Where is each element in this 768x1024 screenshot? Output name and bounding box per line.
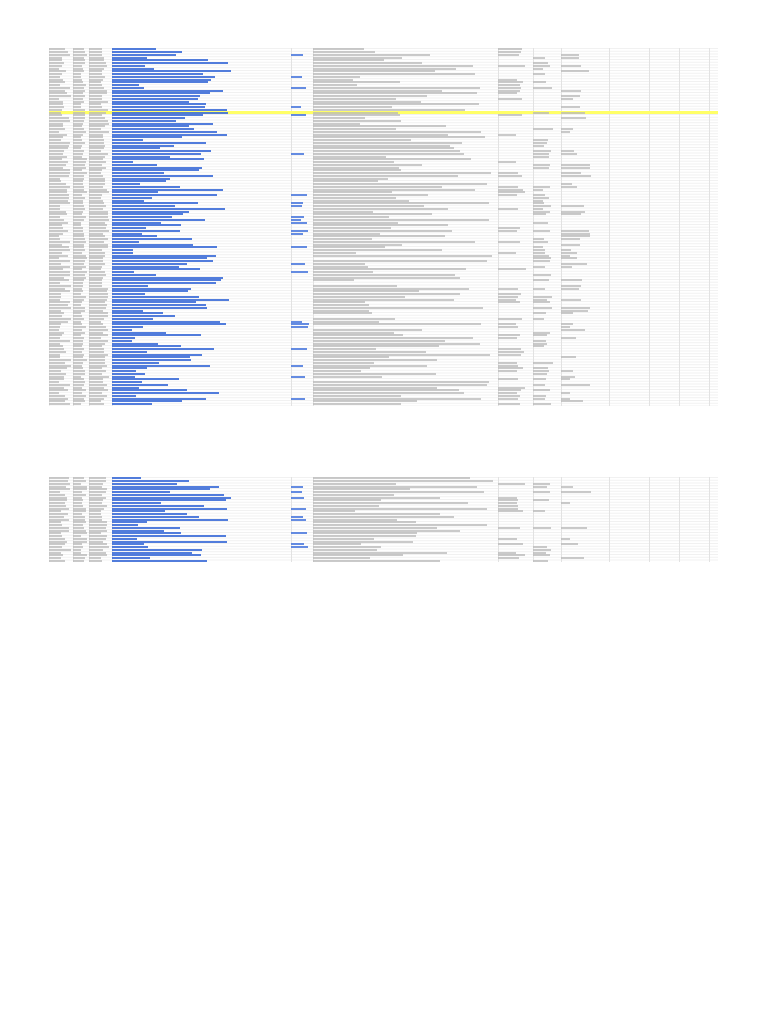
text-cell	[89, 560, 102, 562]
text-cell	[73, 560, 84, 562]
text-cell	[313, 403, 401, 405]
table-row[interactable]	[49, 560, 718, 563]
sheet-block-1	[49, 48, 718, 406]
text-cell	[73, 403, 81, 405]
text-cell	[533, 403, 551, 405]
text-cell	[533, 560, 548, 562]
sheet-block-2	[49, 477, 718, 562]
text-cell	[49, 403, 70, 405]
text-cell	[498, 403, 520, 405]
link-cell[interactable]	[112, 403, 152, 405]
text-cell	[313, 560, 440, 562]
text-cell	[89, 403, 104, 405]
table-row[interactable]	[49, 403, 718, 406]
link-cell[interactable]	[112, 560, 207, 562]
text-cell	[49, 560, 65, 562]
